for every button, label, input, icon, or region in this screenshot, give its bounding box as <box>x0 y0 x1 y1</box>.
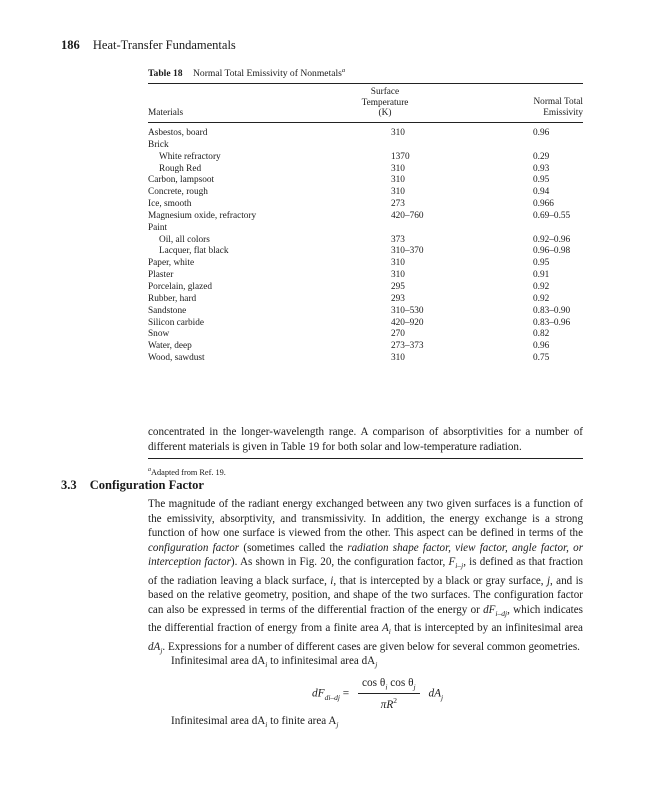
case-1-label: Infinitesimal area $dA_i$ to infinitesimal area $dA_j$ <box>171 655 378 670</box>
cell-material: Ice, smooth <box>148 199 192 210</box>
cell-temperature: 270 <box>391 329 405 340</box>
table-row <box>148 306 583 318</box>
cell-material: White refractory <box>159 151 221 162</box>
cell-temperature: 273–373 <box>391 341 424 352</box>
cell-temperature: 373 <box>391 234 405 245</box>
table-row <box>148 152 583 164</box>
cell-temperature: 310 <box>391 163 405 174</box>
table-row <box>148 187 583 199</box>
cell-temperature: 295 <box>391 281 405 292</box>
cell-temperature: 1370 <box>391 151 410 162</box>
cell-material: Brick <box>148 139 169 150</box>
cell-material: Sandstone <box>148 305 187 316</box>
cell-material: Plaster <box>148 270 174 281</box>
table-header-rule <box>148 122 583 123</box>
footnote-mark: a <box>148 467 151 473</box>
table-row <box>148 128 583 140</box>
cell-material: Wood, sawdust <box>148 353 205 364</box>
eq-rhs: dA <box>428 687 442 700</box>
eq-numerator: $\cos \theta_i$ $\cos \theta_j$ <box>358 677 420 694</box>
table-title-footnote-mark: a <box>341 67 346 74</box>
cell-temperature: 420–760 <box>391 210 424 221</box>
equation-dF: $dF_{di-dj}$ = $\frac{\cos \theta_i \cos \theta_j}{\pi R^2}$ $dA_j$ <box>312 677 444 712</box>
cell-material: Lacquer, flat black <box>159 246 229 257</box>
term-configuration-factor: configuration factor <box>148 541 240 554</box>
cell-temperature: 310 <box>391 128 405 138</box>
table-row <box>148 353 583 365</box>
cell-material: Oil, all colors <box>159 234 210 245</box>
intro-paragraph: concentrated in the longer-wavelength range. A comparison of absorptivities for a number of different materials is given in Table 19 for both solar and low-temperature radiation. <box>148 426 583 453</box>
table-row <box>148 235 583 247</box>
cell-material: Water, deep <box>148 341 192 352</box>
cell-temperature: 310 <box>391 270 405 281</box>
cell-material: Porcelain, glazed <box>148 281 213 292</box>
cell-emissivity: 0.94 <box>533 187 550 198</box>
cell-temperature: 310 <box>391 258 405 269</box>
eq-denominator: $\pi R^2$ <box>380 696 397 712</box>
cell-emissivity: 0.95 <box>533 175 550 186</box>
cell-material: Carbon, lampsoot <box>148 175 215 186</box>
cell-emissivity: 0.91 <box>533 270 550 281</box>
cell-emissivity <box>533 140 583 152</box>
cell-emissivity <box>533 223 583 235</box>
table-row <box>148 246 583 258</box>
eq-fraction <box>358 677 420 711</box>
cell-emissivity: 0.93 <box>533 163 550 174</box>
section-heading <box>61 478 204 493</box>
table-row <box>148 140 583 152</box>
cell-emissivity: 0.83–0.90 <box>533 305 571 316</box>
col-header-materials: Materials <box>148 108 184 118</box>
col-header-emissivity: Normal Total Emissivity <box>533 97 583 118</box>
cell-temperature: 310–530 <box>391 305 424 316</box>
cell-temperature <box>391 223 533 235</box>
cell-temperature: 310 <box>391 187 405 198</box>
section-title: Configuration Factor <box>89 478 204 492</box>
cell-emissivity: 0.96 <box>533 341 550 352</box>
cell-emissivity: 0.96 <box>533 128 550 138</box>
cell-material: Rough Red <box>159 163 202 174</box>
table-row <box>148 341 583 353</box>
cell-emissivity: 0.83–0.96 <box>533 317 571 328</box>
cell-material: Asbestos, board <box>148 128 208 138</box>
table-row <box>148 329 583 341</box>
cell-emissivity: 0.92–0.96 <box>533 234 571 245</box>
table-label: Table 18 <box>148 68 183 80</box>
table-row <box>148 282 583 294</box>
cell-material: Concrete, rough <box>148 187 208 198</box>
cell-emissivity: 0.966 <box>533 199 554 210</box>
table-row <box>148 318 583 330</box>
cell-material: Silicon carbide <box>148 317 205 328</box>
table-row <box>148 199 583 211</box>
cell-emissivity: 0.92 <box>533 293 550 304</box>
cell-emissivity: 0.29 <box>533 151 550 162</box>
table-body <box>148 128 583 365</box>
term-alternate-names: radiation shape factor, view factor, angle factor, or interception factor <box>148 541 584 568</box>
table-row <box>148 270 583 282</box>
cell-temperature: 273 <box>391 199 405 210</box>
cell-emissivity: 0.92 <box>533 281 550 292</box>
table-title: Normal Total Emissivity of Nonmetals <box>192 68 342 80</box>
table-row <box>148 164 583 176</box>
table-bottom-rule <box>148 458 583 459</box>
col-header-temperature: Surface Temperature (K) <box>361 87 409 119</box>
eq-lhs: dF <box>312 687 325 700</box>
cell-material: Snow <box>148 329 170 340</box>
footnote-text: Adapted from Ref. 19. <box>151 467 226 477</box>
cell-temperature: 310 <box>391 175 405 186</box>
book-title: Heat-Transfer Fundamentals <box>92 38 236 52</box>
table-caption <box>148 67 345 79</box>
cell-emissivity: 0.75 <box>533 353 550 364</box>
section-number: 3.3 <box>61 478 77 492</box>
cell-material: Magnesium oxide, refractory <box>148 210 257 221</box>
cell-temperature: 293 <box>391 293 405 304</box>
page-number: 186 <box>61 38 80 52</box>
cell-temperature: 310–370 <box>391 246 424 257</box>
cell-emissivity: 0.96–0.98 <box>533 246 571 257</box>
cell-emissivity: 0.95 <box>533 258 550 269</box>
cell-emissivity: 0.82 <box>533 329 550 340</box>
section-paragraph: The magnitude of the radiant energy exchanged between any two given surfaces is a function of the emissivity, absorptivity, and transmissivity. In addition, the energy exchange is a strong function of how one surface is viewed from the other. This aspect can be defined in terms of the configuration factor (sometimes called the radiation shape factor, view factor, angle factor, or interception factor). As shown in Fig. 20, the configuration factor, $F_{i-j}$, is defined as that fraction of the radiation leaving a black surface, i, that is intercepted by a black or gray surface, j, and is based on the relative geometry, position, and shape of the two surfaces. The configuration factor can also be expressed in terms of the differential fraction of the energy or $dF_{i-dj}$, which indicates the differential fraction of energy from a finite area $A_i$ that is intercepted by an infinitesimal area $dA_j$. Expressions for a number of different cases are given below for several common geometries. <box>148 498 584 656</box>
table-row <box>148 258 583 270</box>
cell-temperature: 420–920 <box>391 317 424 328</box>
cell-material: Rubber, hard <box>148 293 197 304</box>
table-top-rule <box>148 83 583 84</box>
cell-emissivity: 0.69–0.55 <box>533 210 571 221</box>
table-row <box>148 175 583 187</box>
cell-material: Paper, white <box>148 258 195 269</box>
cell-material: Paint <box>148 222 168 233</box>
table-row <box>148 211 583 223</box>
cell-temperature <box>391 140 533 152</box>
table-row <box>148 294 583 306</box>
table-footnote <box>148 467 226 477</box>
table-row <box>148 223 583 235</box>
running-header <box>61 38 236 53</box>
emissivity-table <box>148 128 583 365</box>
case-2-label: Infinitesimal area $dA_i$ to finite area $A_j$ <box>171 715 339 730</box>
cell-temperature: 310 <box>391 353 405 364</box>
